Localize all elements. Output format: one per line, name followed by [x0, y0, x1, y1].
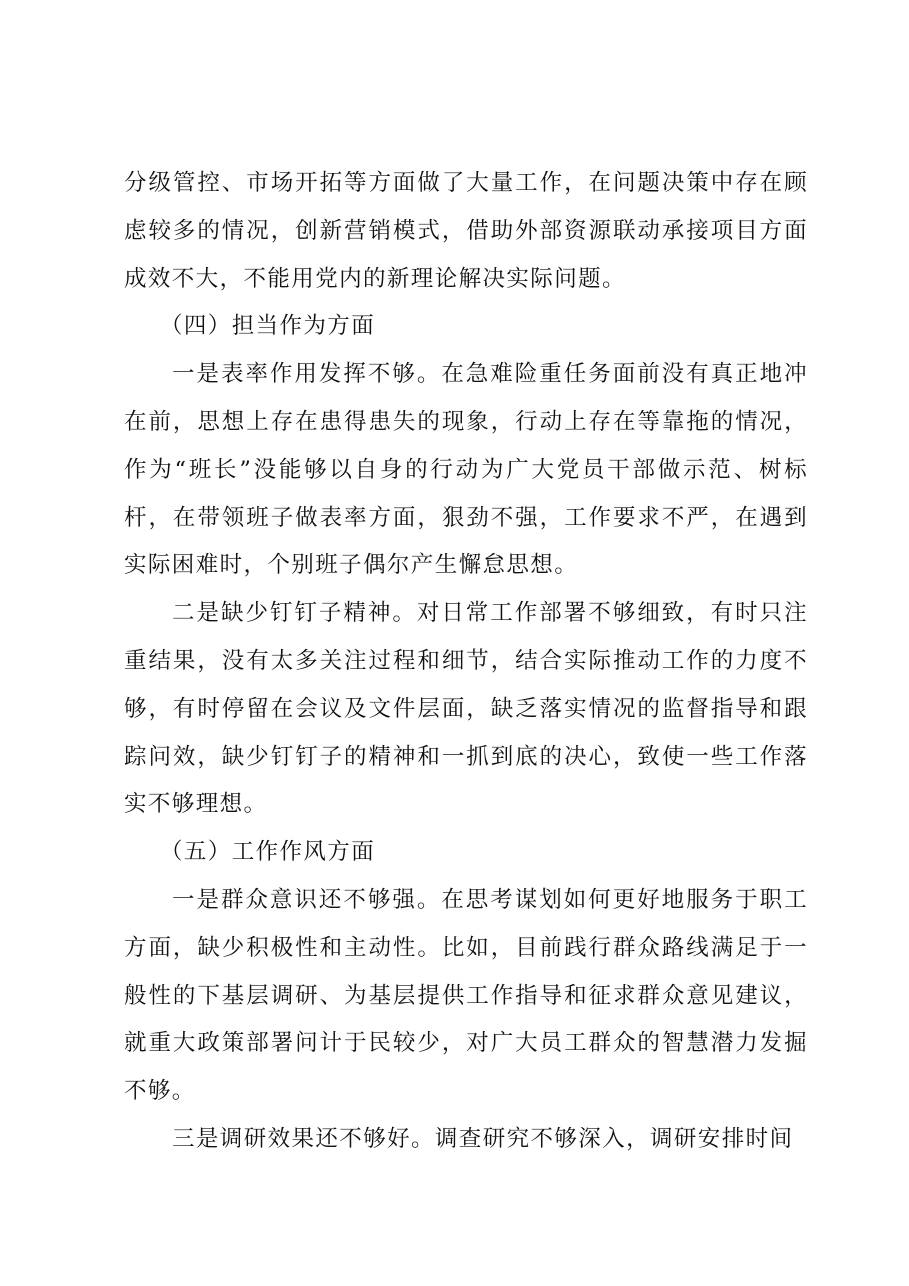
section-heading-4: （四）担当作为方面	[160, 313, 376, 340]
paragraph-persistence: 二是缺少钉钉子精神。对日常工作部署不够细致，有时只注重结果，没有太多关注过程和细节，结合实际推动工作的力度不够，有时停留在会议及文件层面，缺乏落实情况的监督指导和跟踪问效，缺少钉钉子的精神和一抓到底的决心，致使一些工作落实不够理想。	[124, 600, 808, 818]
section-heading-5: （五）工作作风方面	[160, 839, 376, 866]
paragraph-leadership-example: 一是表率作用发挥不够。在急难险重任务面前没有真正地冲在前，思想上存在患得患失的现象，行动上存在等靠拖的情况，作为“班长”没能够以自身的行动为广大党员干部做示范、树标杆，在带领班子做表率方面，狠劲不强，工作要求不严，在遇到实际困难时，个别班子偶尔产生懈怠思想。	[124, 361, 808, 579]
document-body	[124, 160, 808, 1164]
paragraph-mass-awareness: 一是群众意识还不够强。在思考谋划如何更好地服务于职工方面，缺少积极性和主动性。比如，目前践行群众路线满足于一般性的下基层调研、为基层提供工作指导和征求群众意见建议，就重大政策部署问计于民较少，对广大员工群众的智慧潜力发掘不够。	[124, 886, 808, 1105]
paragraph-research-effect: 三是调研效果还不够好。调查研究不够深入，调研安排时间	[172, 1125, 794, 1152]
paragraph-continued: 分级管控、市场开拓等方面做了大量工作，在问题决策中存在顾虑较多的情况，创新营销模式，借助外部资源联动承接项目方面成效不大，不能用党内的新理论解决实际问题。	[124, 170, 808, 292]
